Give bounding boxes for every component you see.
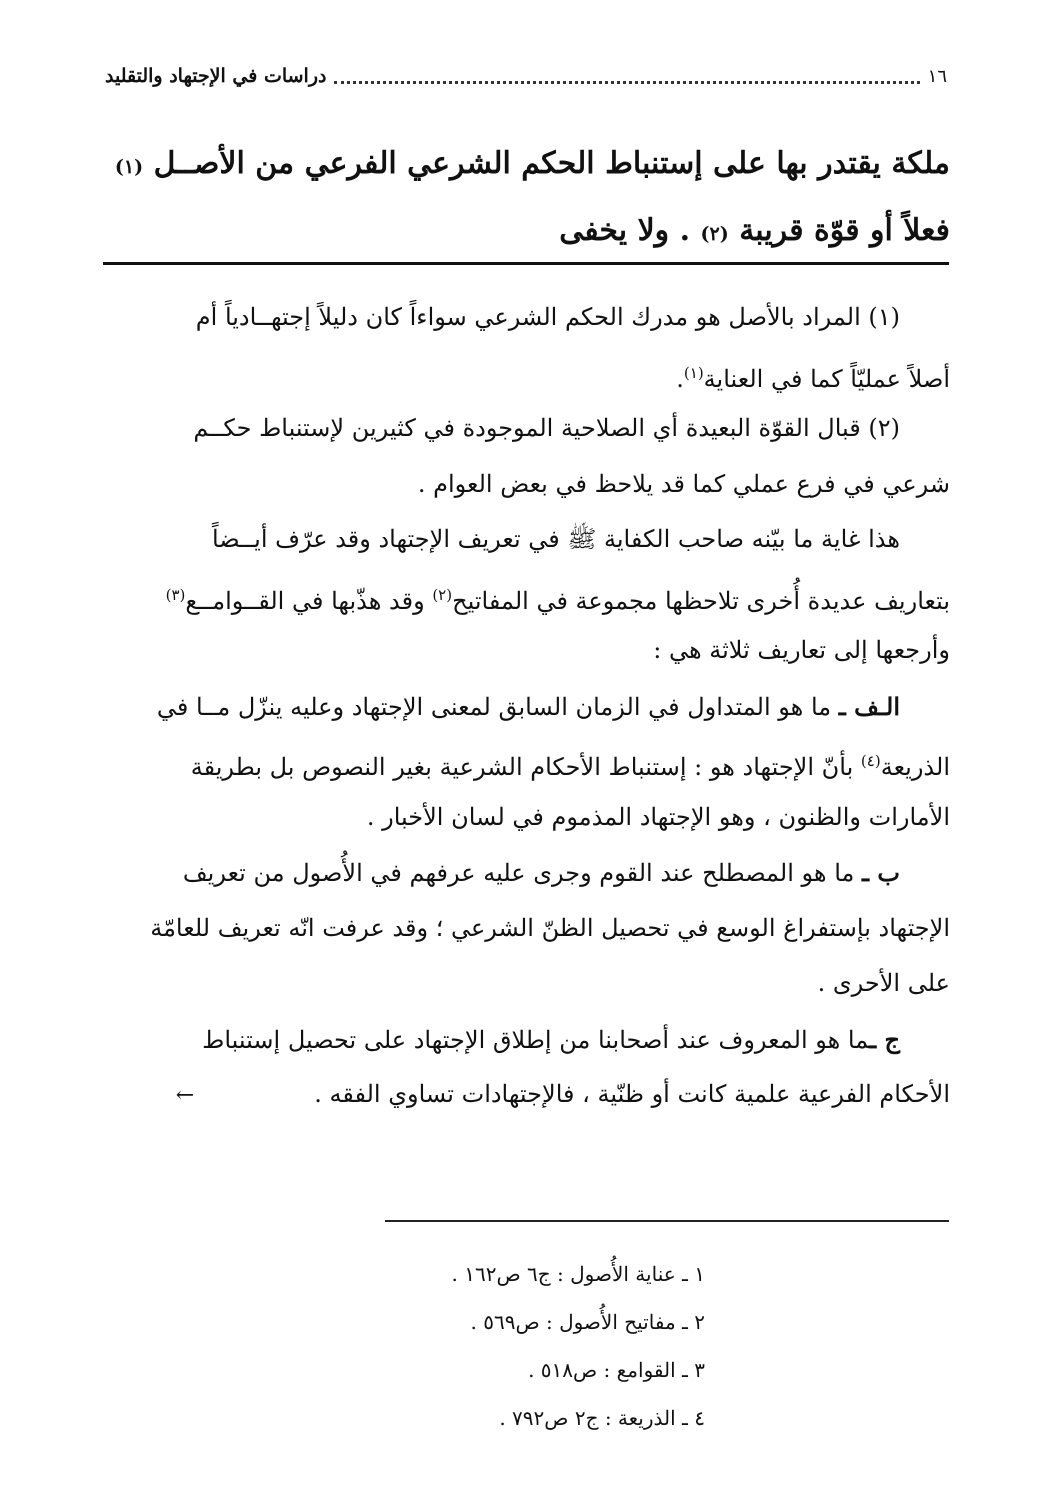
running-title: دراسات في الإجتهاد والتقليد: [105, 65, 327, 87]
body-line: شرعي في فرع عملي كما قد يلاحظ في بعض العوام .: [417, 469, 950, 498]
definition-line-1: ملكة يقتدر بها على إستنباط الحكم الشرعي الفرعي من الأصــل (١): [114, 146, 950, 181]
body-line: الذريعة$^{(٤)}$ بأنّ الإجتهاد هو : إستنباط الأحكام الشرعية بغير النصوص بل بطريقة: [190, 752, 950, 781]
page-number: ١٦: [927, 65, 947, 87]
body-line: هذا غاية ما بيّنه صاحب الكفاية ﷺ في تعريف الإجتهاد وقد عرّف أيــضاً: [211, 525, 900, 553]
section-divider: [103, 262, 949, 265]
body-line: (١) المراد بالأصل هو مدرك الحكم الشرعي سواءاً كان دليلاً إجتهــادياً أم: [195, 303, 900, 331]
item-label-alef: الـف ـ: [838, 691, 900, 721]
body-text: [98, 290, 950, 1123]
footnote-item: ١ ـ عناية الأُصول : ج٦ ص١٦٢ .: [451, 1262, 705, 1286]
body-line: وأرجعها إلى تعاريف ثلاثة هي :: [653, 636, 950, 664]
item-label-ba: ب ـ: [862, 858, 900, 887]
body-line: الـف ـ ما هو المتداول في الزمان السابق لمعنى الإجتهاد وعليه ينزّل مــا في: [156, 691, 900, 721]
body-line: بتعاريف عديدة أُخرى تلاحظها مجموعة في المفاتيح$^{(٢)}$ وقد هذّبها في القــوامــع$^{(٣)}$: [165, 585, 950, 615]
definition-line-2: فعلاً أو قوّة قريبة (٢) . ولا يخفى: [559, 213, 950, 248]
footnote-ref-2: (٢): [700, 223, 729, 245]
footnote-divider: [385, 1220, 949, 1222]
definition-continuation: [100, 132, 950, 266]
body-line: الأحكام الفرعية علمية كانت أو ظنّية ، فالإجتهادات تساوي الفقه .←: [175, 1080, 950, 1108]
body-line: الإجتهاد بإستفراغ الوسع في تحصيل الظنّ الشرعي ؛ وقد عرفت انّه تعريف للعامّة: [150, 913, 950, 942]
header-dot-leader: [334, 77, 919, 84]
footnote-ref-1: (١): [114, 156, 144, 178]
footnote-item: ٢ ـ مفاتيح الأُصول : ص٥٦٩ .: [470, 1310, 705, 1334]
body-line: على الأحرى .: [817, 969, 950, 997]
body-line: الأمارات والظنون ، وهو الإجتهاد المذموم في لسان الأخبار .: [366, 802, 950, 831]
footnote-item: ٤ ـ الذريعة : ج٢ ص٧٩٢ .: [499, 1406, 705, 1430]
page-header: [105, 58, 947, 94]
body-line: ج ـما هو المعروف عند أصحابنا من إطلاق الإجتهاد على تحصيل إستنباط: [202, 1024, 900, 1054]
body-line: ب ـ ما هو المصطلح عند القوم وجرى عليه عرفهم في الأُصول من تعريف: [182, 858, 900, 887]
item-label-jim: ج ـ: [869, 1024, 900, 1054]
footnote-item: ٣ ـ القوامع : ص٥١٨ .: [528, 1358, 705, 1382]
body-line: (٢) قبال القوّة البعيدة أي الصلاحية الموجودة في كثيرين لإستنباط حكــم: [193, 414, 900, 442]
body-line: أصلاً عمليّاً كما في العناية$^{(١)}$.: [676, 363, 950, 393]
footnotes: [451, 1250, 705, 1442]
continue-arrow-icon: ←: [175, 1083, 195, 1108]
